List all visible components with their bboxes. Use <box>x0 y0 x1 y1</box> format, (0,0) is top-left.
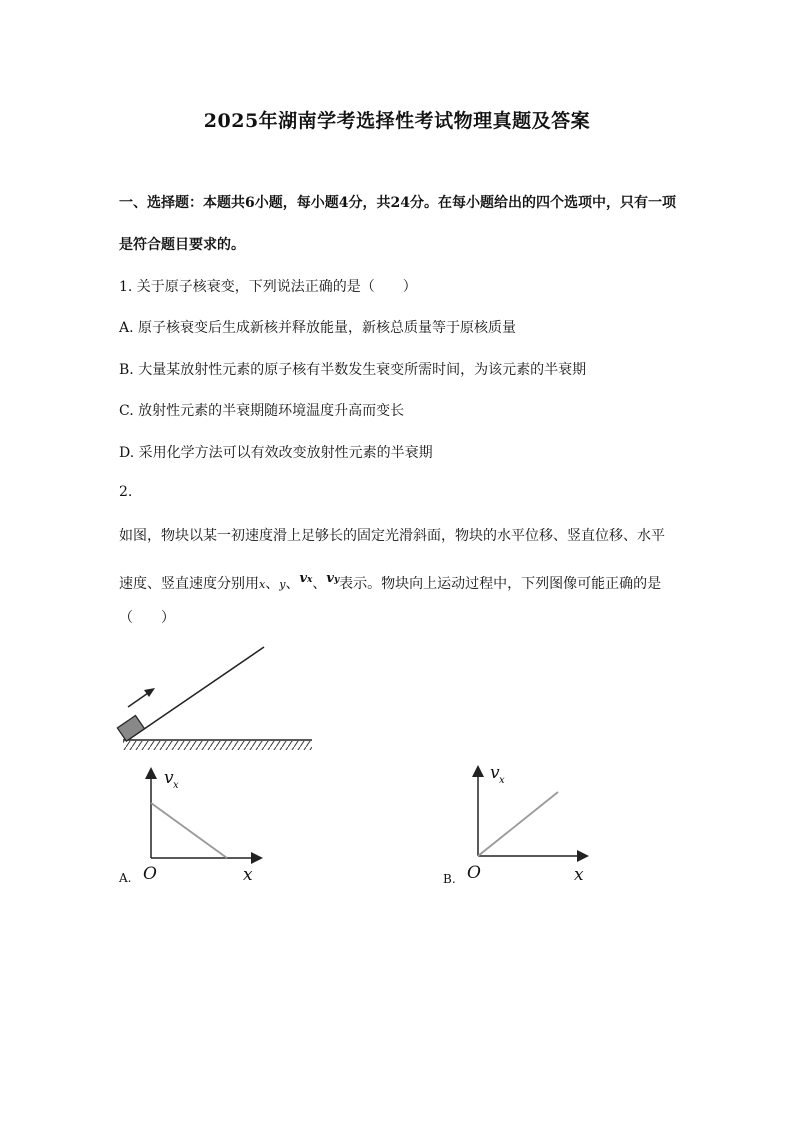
var-vx: vx <box>299 571 313 586</box>
graph-b-y-sub: x <box>499 775 505 786</box>
section-heading-line1: 一、选择题：本题共6小题，每小题4分，共24分。在每小题给出的四个选项中，只有一项 <box>119 195 676 211</box>
q2-number: 2. <box>119 484 133 500</box>
graph-b-x-label: x <box>574 865 584 885</box>
graph-a-y-sub: x <box>173 780 179 791</box>
q1-option-a: A. 原子核衰变后生成新核并释放能量，新核总质量等于原核质量 <box>119 320 517 336</box>
page-title: 2025年湖南学考选择性考试物理真题及答案 <box>203 110 591 132</box>
graph-b-option-label: B. <box>443 872 456 886</box>
sep2: 、 <box>285 576 300 592</box>
q2-stem-line2-b: 表示。物块向上运动过程中，下列图像可能正确的是 <box>339 576 662 592</box>
q1-option-c: C. 放射性元素的半衰期随环境温度升高而变长 <box>119 403 405 419</box>
graph-b-line <box>478 792 558 856</box>
graph-a-y-label: v <box>164 768 174 788</box>
var-y: y <box>279 578 286 591</box>
q2-stem-line2-a: 速度、竖直速度分别用 <box>119 576 259 592</box>
q1-option-b: B. 大量某放射性元素的原子核有半数发生衰变所需时间，为该元素的半衰期 <box>119 362 587 378</box>
q1-option-d: D. 采用化学方法可以有效改变放射性元素的半衰期 <box>119 445 433 461</box>
graph-a-x-label: x <box>243 865 253 885</box>
var-vy: vy <box>326 571 340 586</box>
sep1: 、 <box>265 576 280 592</box>
sep3: 、 <box>312 576 327 592</box>
graph-b-y-label: v <box>490 763 500 783</box>
q2-stem-line1: 如图，物块以某一初速度滑上足够长的固定光滑斜面，物块的水平位移、竖直位移、水平 <box>119 528 665 544</box>
var-x: x <box>259 578 266 591</box>
graph-b-origin: O <box>467 863 481 883</box>
q1-stem: 1. 关于原子核衰变，下列说法正确的是（ ） <box>119 279 417 295</box>
graph-a-option-label: A. <box>119 871 132 885</box>
graph-a-origin: O <box>143 864 157 884</box>
section-heading-line2: 是符合题目要求的。 <box>119 237 245 253</box>
q2-stem-line3: （ ） <box>119 610 175 626</box>
